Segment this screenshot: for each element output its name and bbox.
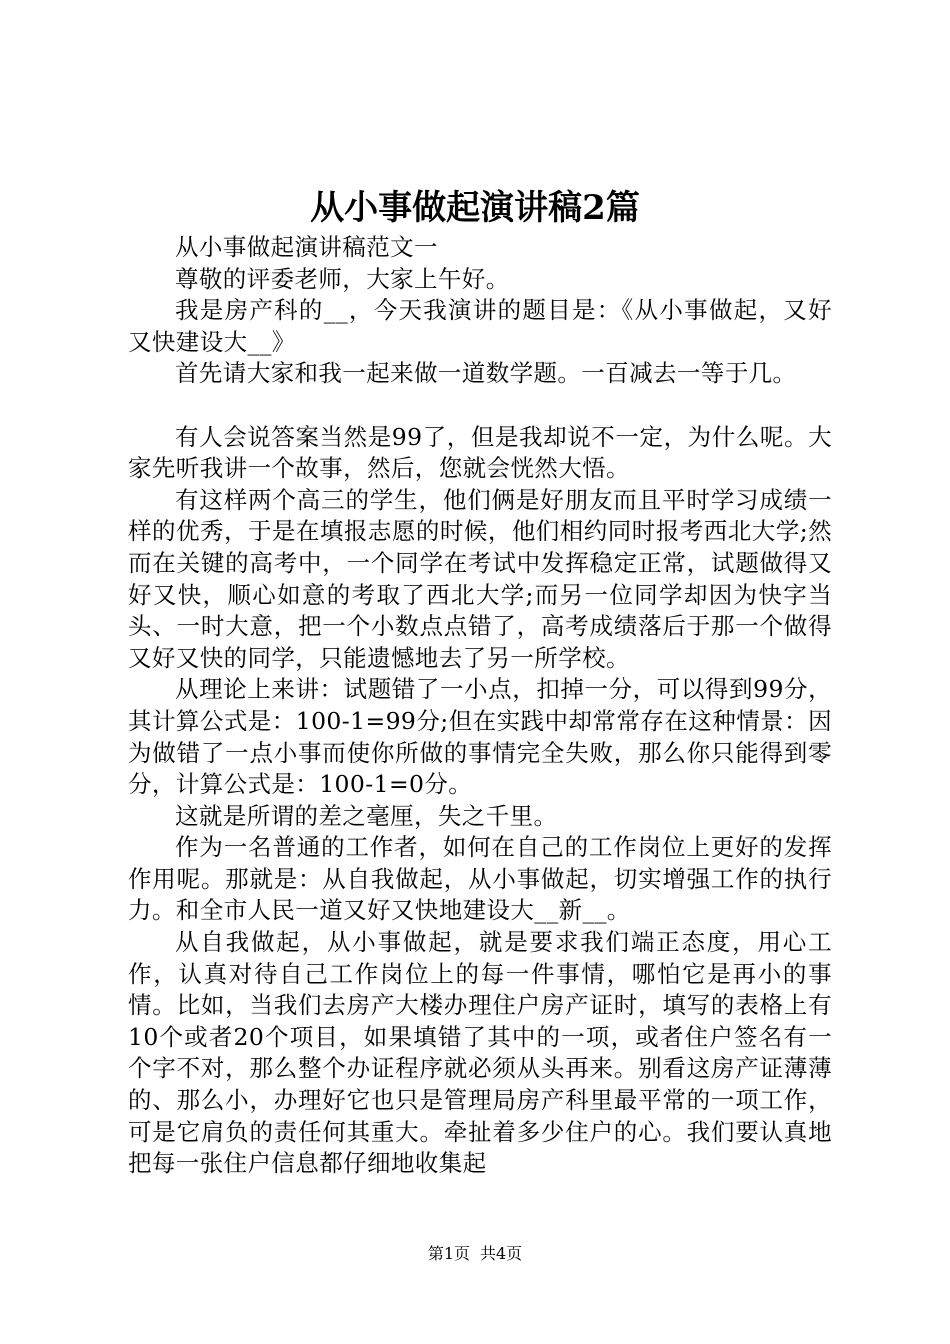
paragraph-example: 从自我做起，从小事做起，就是要求我们端正态度，用心工作，认真对待自己工作岗位上的每一件事情，哪怕它是再小的事情。比如，当我们去房产大楼办理住户房产证时，填写的表格上有10个或者20个项目，如果填错了其中的一项，或者住户签名有一个字不对，那么整个办证程序就必须从头再来。别看这房产证薄薄的、那么小，办理好它也只是管理局房产科里最平常的一项工作，可是它肩负的责任何其重大。牵扯着多少住户的心。我们要认真地把每一张住户信息都仔细地收集起 (128, 928, 832, 1178)
page-number: 第1页 (427, 1244, 470, 1263)
paragraph-subtitle: 从小事做起演讲稿范文一 (175, 233, 438, 261)
paragraph-introduction: 我是房产科的__，今天我演讲的题目是：《从小事做起，又好又快建设大__》 (128, 296, 832, 356)
paragraph-answer: 有人会说答案当然是99了，但是我却说不一定，为什么呢。大家先听我讲一个故事，然后，您就会恍然大悟。 (128, 422, 832, 483)
paragraph-greeting: 尊敬的评委老师，大家上午好。 (175, 264, 510, 293)
document-body (128, 232, 832, 1180)
paragraph-theory: 从理论上来讲：试题错了一小点，扣掉一分，可以得到99分，其计算公式是：100-1=99分;但在实践中却常常存在这种情景：因为做错了一点小事而使你所做的事情完全失败，那么你只能得到零分，计算公式是：100-1=0分。 (128, 675, 832, 799)
page-footer (0, 1244, 950, 1264)
paragraph-role: 作为一名普通的工作者，如何在自己的工作岗位上更好的发挥作用呢。那就是：从自我做起，从小事做起，切实增强工作的执行力。和全市人民一道又好又快地建设大__新__。 (128, 833, 832, 925)
paragraph-proverb: 这就是所谓的差之毫厘，失之千里。 (175, 801, 558, 830)
document-title: 从小事做起演讲稿2篇 (310, 188, 640, 228)
paragraph-math-question: 首先请大家和我一起来做一道数学题。一百减去一等于几。 (175, 359, 797, 388)
page-total: 共4页 (480, 1244, 523, 1263)
paragraph-story: 有这样两个高三的学生，他们俩是好朋友而且平时学习成绩一样的优秀，于是在填报志愿的时候，他们相约同时报考西北大学;然而在关键的高考中，一个同学在考试中发挥稳定正常，试题做得又好又快，顺心如意的考取了西北大学;而另一位同学却因为快字当头、一时大意，把一个小数点点错了，高考成绩落后于那一个做得又好又快的同学，只能遗憾地去了另一所学校。 (128, 485, 832, 672)
